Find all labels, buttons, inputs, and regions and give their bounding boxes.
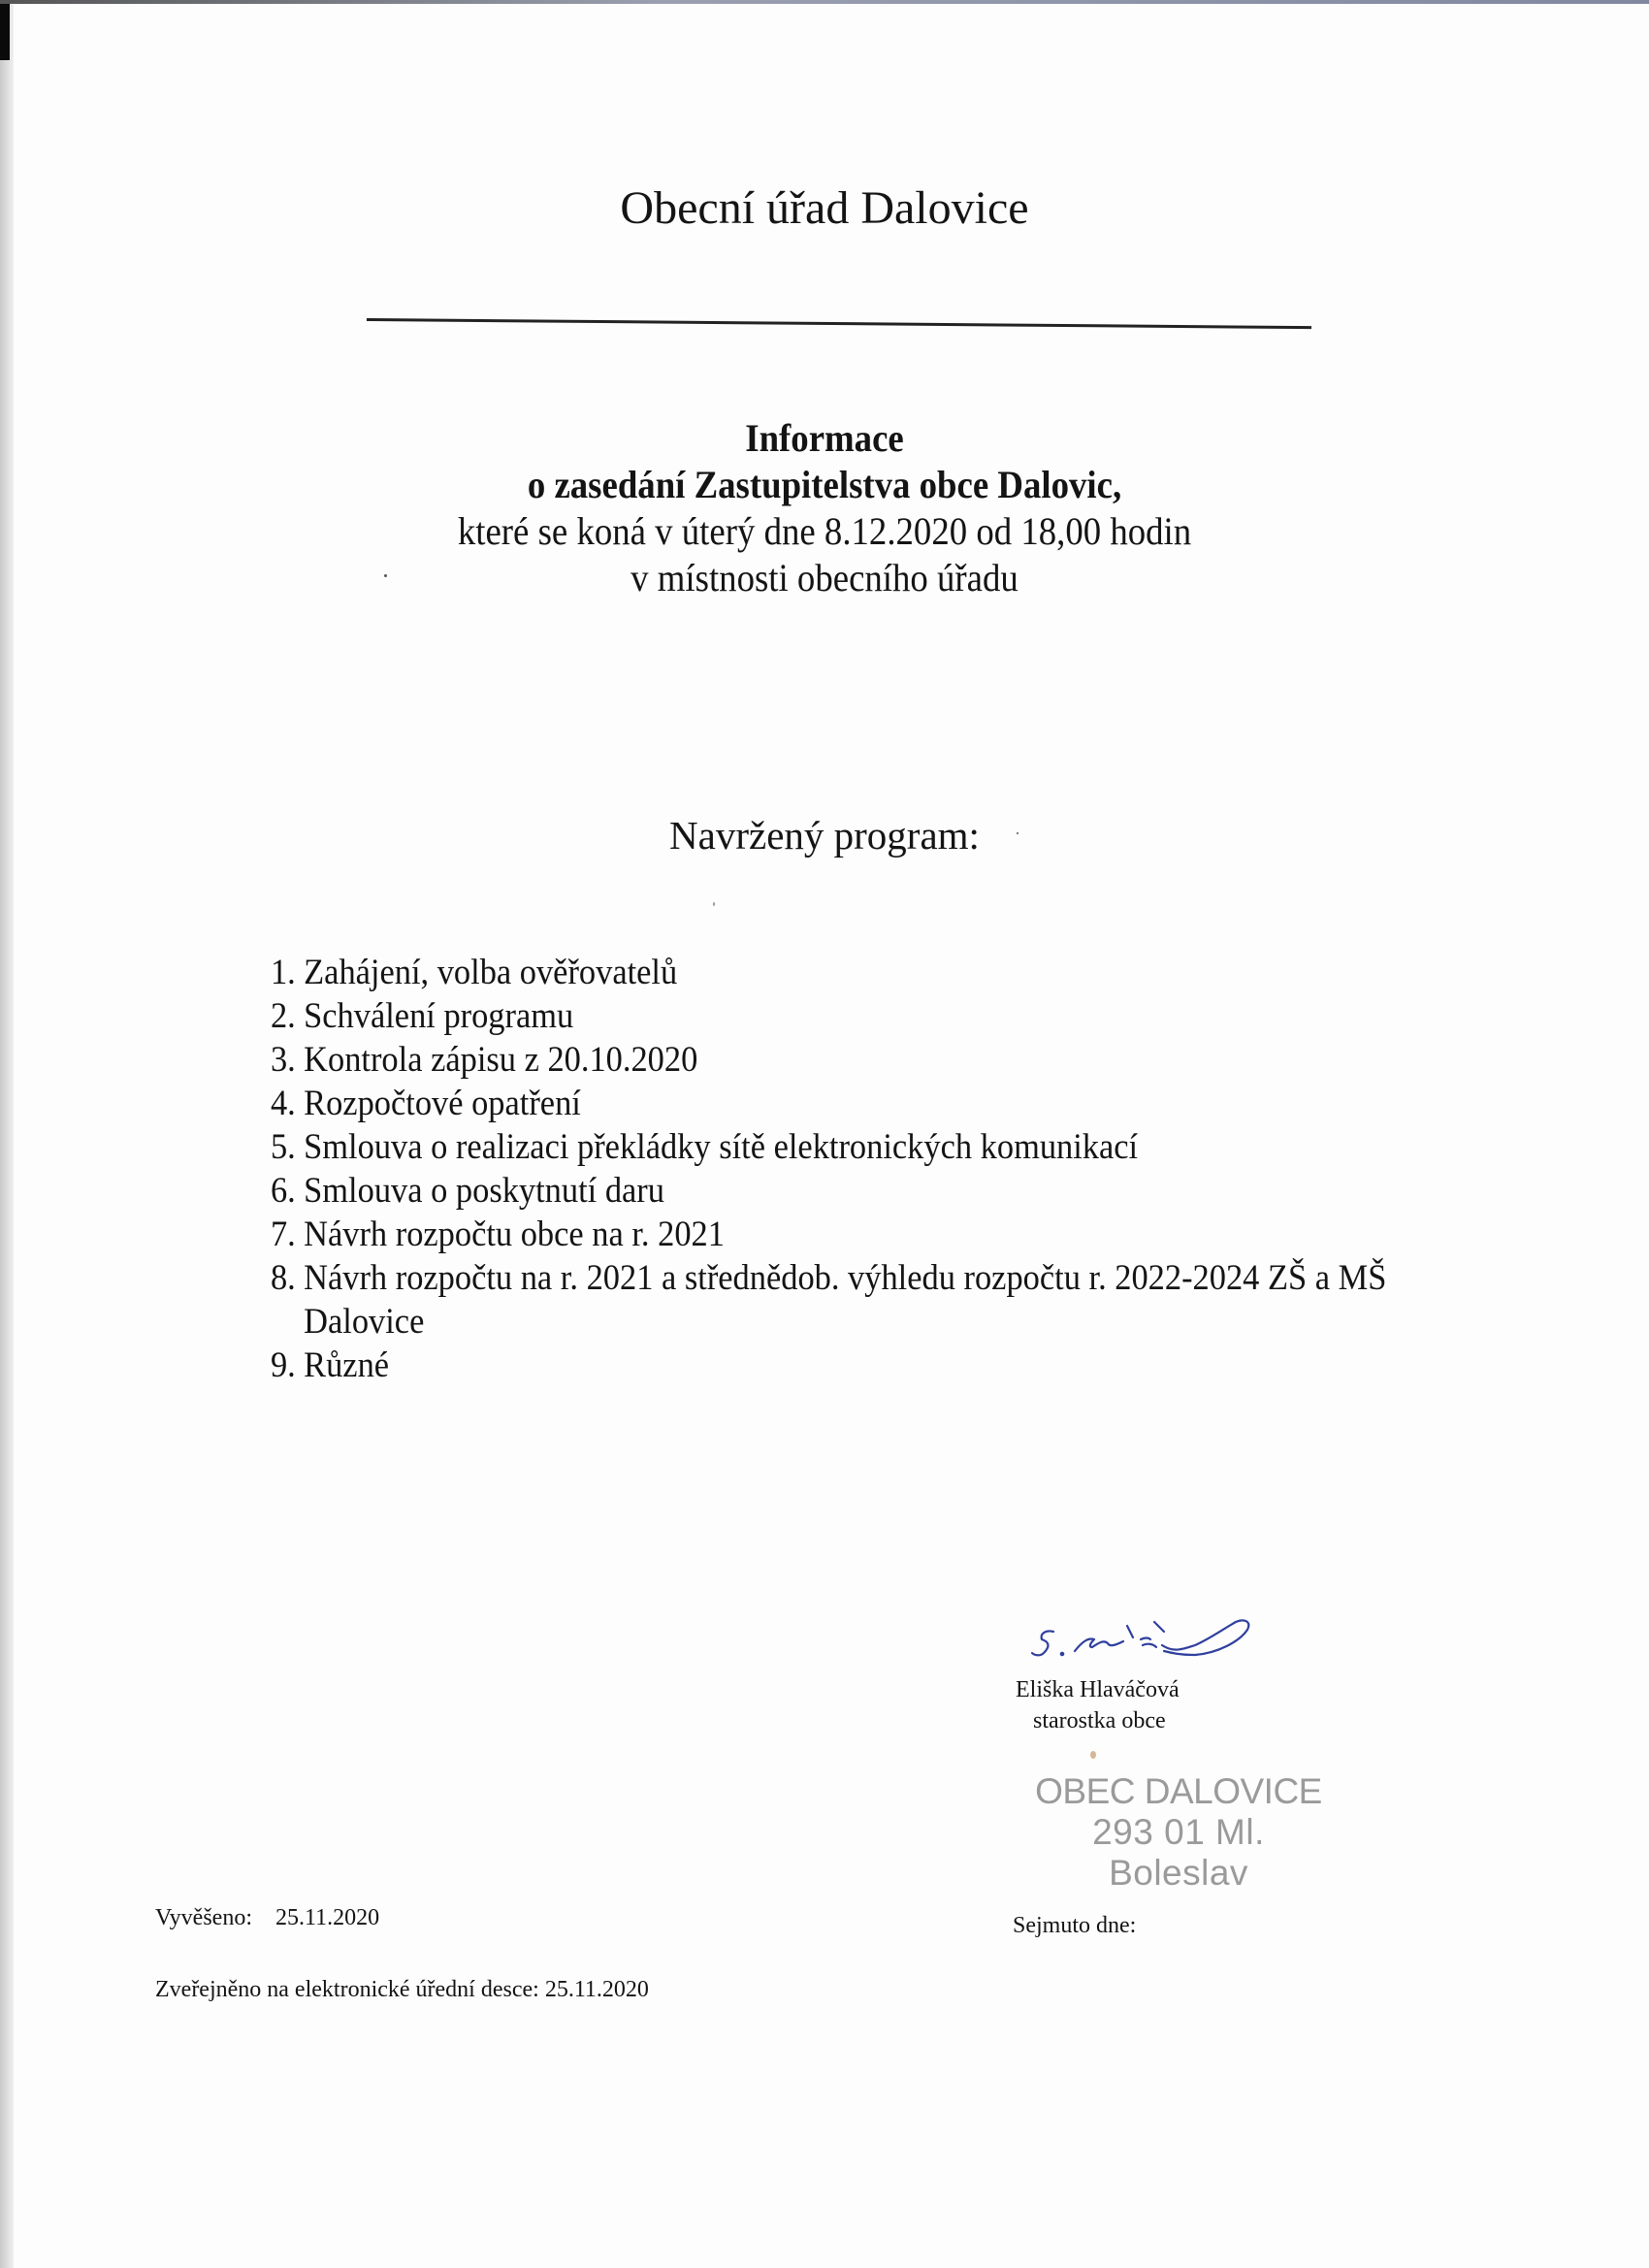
agenda-item-text: Rozpočtové opatření	[304, 1084, 581, 1123]
agenda-item-number: 2.	[270, 996, 296, 1036]
agenda-item	[254, 1213, 1427, 1256]
header-divider	[367, 318, 1311, 329]
agenda-item-text: Návrh rozpočtu na r. 2021 a střednědob. výhledu rozpočtu r. 2022-2024 ZŠ a MŠ Dalovice	[304, 1258, 1387, 1342]
removed-label: Sejmuto dne:	[1013, 1913, 1137, 1938]
agenda-item-text: Návrh rozpočtu obce na r. 2021	[304, 1215, 725, 1254]
agenda-item-text: Schválení programu	[304, 996, 574, 1036]
notice-subtitle: o zasedání Zastupitelstva obce Dalovic,	[527, 463, 1122, 506]
official-stamp	[1023, 1771, 1334, 1894]
notice-when: které se koná v úterý dne 8.12.2020 od 18,00 hodin	[457, 509, 1192, 553]
agenda-item-number: 5.	[270, 1127, 296, 1167]
agenda-item-number: 9.	[270, 1345, 296, 1385]
scan-top-edge	[0, 0, 1649, 4]
agenda-item-text: Smlouva o poskytnutí daru	[304, 1171, 664, 1211]
notice-where: v místnosti obecního úřadu	[630, 556, 1018, 599]
scan-speck	[384, 574, 387, 577]
agenda-item-number: 4.	[270, 1084, 296, 1123]
agenda-item-number: 8.	[270, 1258, 296, 1298]
scan-edge	[0, 0, 14, 2268]
agenda-item-number: 6.	[270, 1171, 296, 1211]
meeting-info	[0, 415, 1649, 601]
signer-block	[1016, 1674, 1180, 1736]
agenda-item	[254, 1082, 1427, 1125]
agenda-item-number: 3.	[270, 1040, 296, 1080]
agenda-item	[254, 1344, 1427, 1387]
signer-role: starostka obce	[1033, 1708, 1166, 1733]
agenda-item-number: 1.	[270, 953, 296, 992]
agenda-item-text: Smlouva o realizaci překládky sítě elektronických komunikací	[304, 1127, 1139, 1167]
program-heading	[0, 811, 1649, 859]
posted-date-row	[155, 1903, 379, 1932]
agenda-item	[254, 1169, 1427, 1213]
notice-title: Informace	[745, 416, 904, 460]
posted-label: Vyvěšeno:	[155, 1905, 252, 1930]
office-name: Obecní úřad Dalovice	[620, 182, 1029, 234]
published-date-row	[155, 1975, 649, 2004]
agenda-item-text: Různé	[304, 1345, 390, 1385]
stamp-line-1: OBEC DALOVICE	[1035, 1771, 1322, 1811]
handwritten-signature	[1018, 1610, 1310, 1678]
agenda-item	[254, 1256, 1427, 1344]
program-heading-text: Navržený program:	[669, 813, 980, 858]
agenda-item	[254, 1038, 1427, 1082]
stamp-line-2: 293 01 Ml. Boleslav	[1092, 1812, 1265, 1893]
scan-speck	[713, 902, 715, 906]
agenda-item	[254, 1125, 1427, 1169]
signer-name: Eliška Hlaváčová	[1016, 1677, 1180, 1702]
agenda-list	[254, 951, 1427, 1387]
scan-speck	[1090, 1751, 1096, 1759]
posted-date: 25.11.2020	[275, 1905, 380, 1930]
agenda-item	[254, 951, 1427, 994]
published-label: Zveřejněno na elektronické úřední desce:	[155, 1977, 539, 2002]
agenda-item-text: Kontrola zápisu z 20.10.2020	[304, 1040, 698, 1080]
agenda-item-number: 7.	[270, 1215, 296, 1254]
removed-date-row	[1013, 1911, 1136, 1940]
agenda-item	[254, 994, 1427, 1038]
published-date: 25.11.2020	[544, 1977, 649, 2002]
agenda-item-text: Zahájení, volba ověřovatelů	[304, 953, 678, 992]
scan-speck	[1017, 832, 1018, 834]
scan-edge-mark	[0, 0, 10, 60]
